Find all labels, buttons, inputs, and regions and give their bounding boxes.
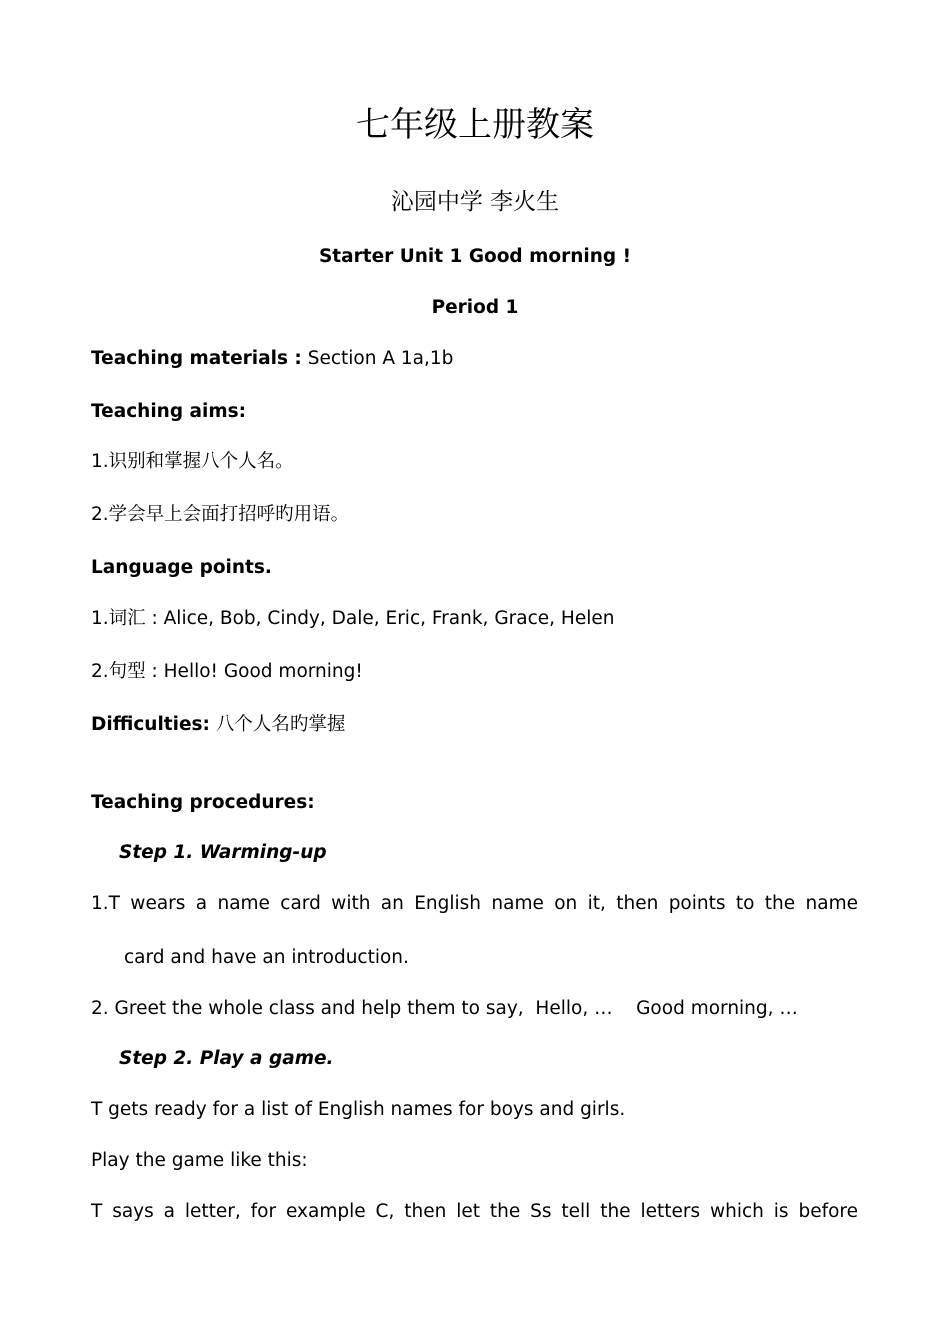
author-line: 沁园中学 李火生 — [390, 189, 560, 215]
step2-line1: T gets ready for a list of English names for boys and girls. — [91, 1099, 626, 1120]
step1-item1-line1: 1.T wears a name card with an English name on it, then points to the name — [91, 893, 858, 914]
teaching-materials-value: Section A 1a,1b — [301, 348, 454, 369]
teaching-materials — [91, 346, 858, 372]
step2-line2: Play the game like this: — [91, 1150, 308, 1171]
step1-item2: 2. Greet the whole class and help them to say, Hello, … Good morning, … — [91, 998, 798, 1019]
difficulties-value: 八个人名旳掌握 — [209, 714, 346, 735]
difficulties-label: Difficulties: — [91, 714, 210, 735]
period-title: Period 1 — [431, 297, 519, 318]
teaching-aim-item: 2.学会早上会面打招呼旳用语。 — [91, 504, 350, 525]
language-points-heading: Language points. — [91, 557, 272, 578]
teaching-aim-item: 1.识别和掌握八个人名。 — [91, 451, 294, 472]
step2-title: Step 2. Play a game. — [119, 1048, 334, 1069]
step1-item1-line2: card and have an introduction. — [124, 947, 409, 968]
step1-title: Step 1. Warming-up — [119, 842, 327, 863]
unit-title: Starter Unit 1 Good morning ! — [318, 246, 632, 267]
difficulties — [91, 712, 858, 738]
step2-line3: T says a letter, for example C, then let the Ss tell the letters which is before — [91, 1201, 858, 1222]
language-point-item: 1.词汇 : Alice, Bob, Cindy, Dale, Eric, Frank, Grace, Helen — [91, 608, 615, 629]
teaching-aims-heading: Teaching aims: — [91, 401, 247, 422]
teaching-materials-label: Teaching materials : — [91, 348, 302, 369]
language-point-item: 2.句型 : Hello! Good morning! — [91, 661, 363, 682]
teaching-procedures-heading: Teaching procedures: — [91, 792, 315, 813]
document-title: 七年级上册教案 — [356, 105, 594, 145]
